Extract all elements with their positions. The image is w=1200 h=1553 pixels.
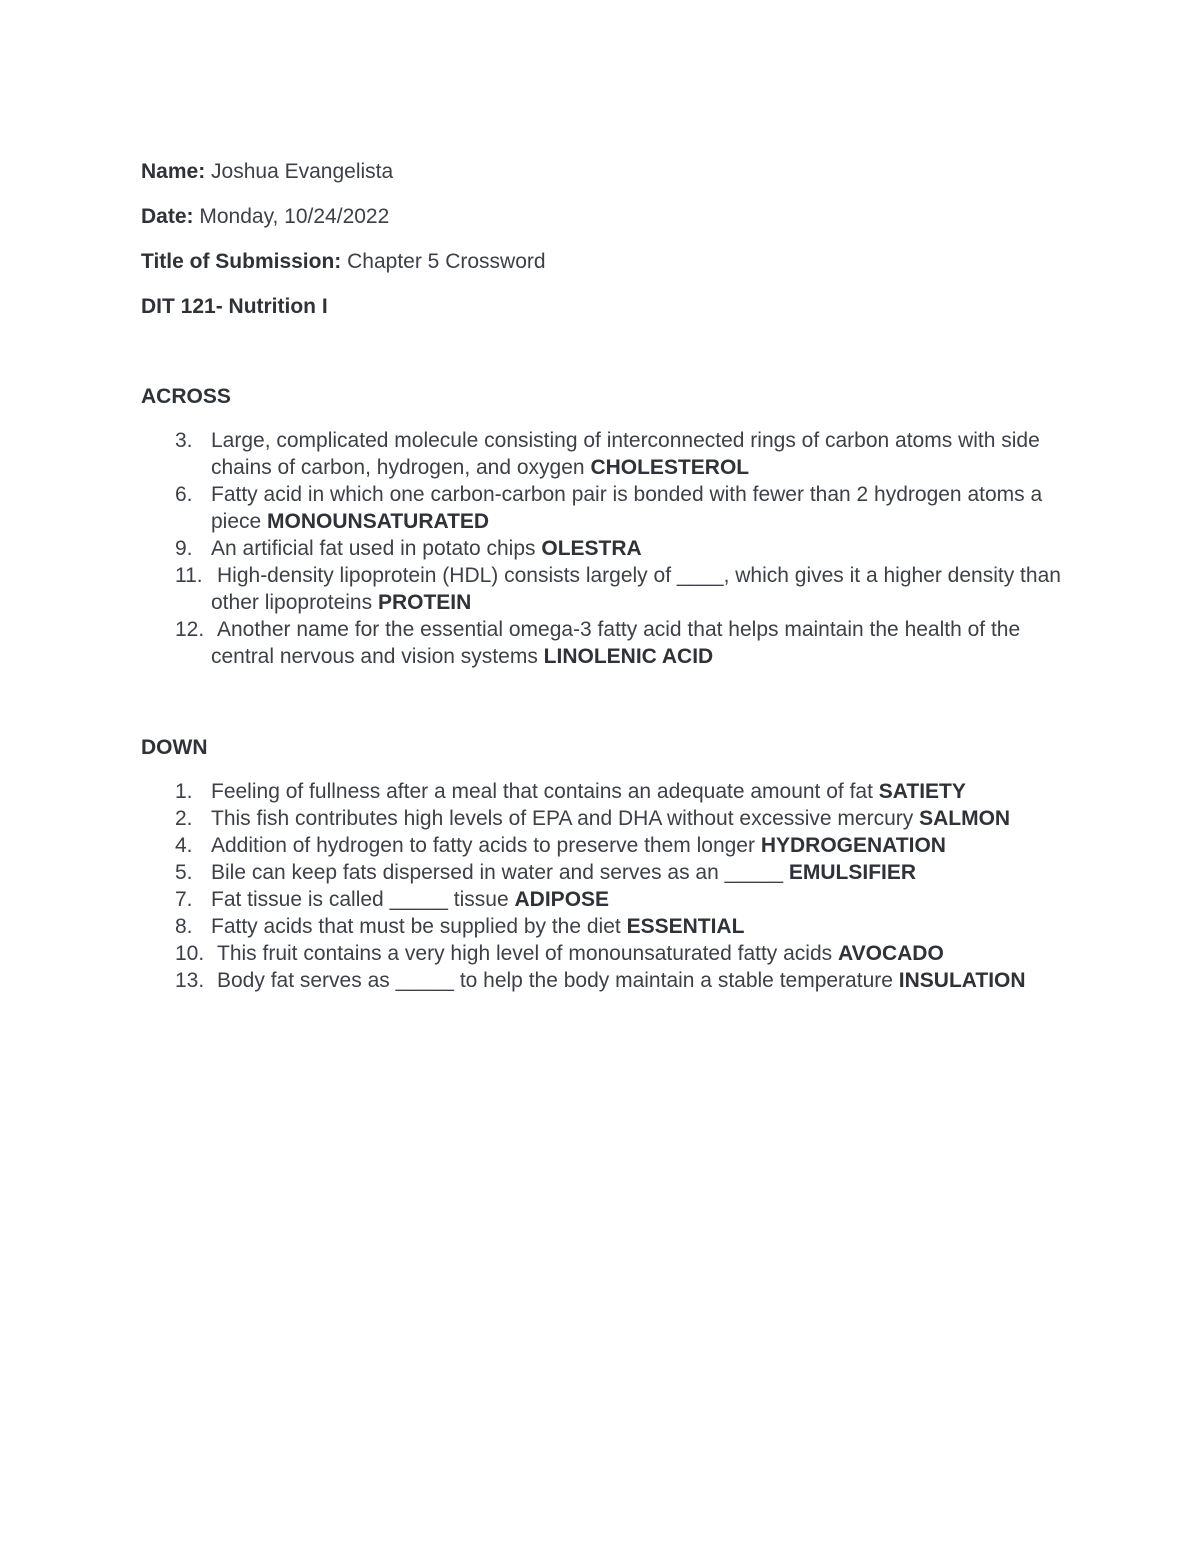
clue-number: 4. (175, 834, 193, 857)
clue-item (141, 427, 1081, 481)
clue-number: 6. (175, 483, 193, 506)
clue-answer: LINOLENIC ACID (543, 645, 714, 668)
clue-number: 10. (175, 942, 205, 965)
across-clue-list (141, 427, 1081, 670)
clue-body (211, 888, 609, 911)
title-label: Title of Submission: (141, 250, 342, 273)
clue-item (141, 481, 1081, 535)
date-value: Monday, 10/24/2022 (199, 205, 390, 228)
clue-body (211, 562, 1081, 616)
clue-item (141, 616, 1081, 670)
clue-number: 7. (175, 888, 193, 911)
clue-answer: ADIPOSE (514, 888, 610, 911)
clue-body (211, 915, 744, 938)
clue-item (141, 805, 1081, 832)
name-label: Name: (141, 160, 206, 183)
clue-answer: HYDROGENATION (760, 834, 946, 857)
clue-answer: INSULATION (898, 969, 1026, 992)
clue-item (141, 886, 1081, 913)
clue-item (141, 562, 1081, 616)
clue-body (211, 483, 1042, 533)
clue-text: Fat tissue is called _____ tissue (211, 888, 509, 911)
clue-number: 3. (175, 429, 193, 452)
clue-body (211, 616, 1081, 670)
clue-body (211, 780, 966, 803)
clue-item (141, 913, 1081, 940)
down-heading: DOWN (141, 736, 208, 759)
down-clue-list (141, 778, 1081, 994)
course-title: DIT 121- Nutrition I (141, 295, 328, 318)
title-field (141, 248, 1081, 275)
clue-body (211, 429, 1040, 479)
clue-body (211, 967, 1081, 994)
clue-number: 12. (175, 618, 205, 641)
date-label: Date: (141, 205, 194, 228)
clue-body (211, 807, 1010, 830)
name-field (141, 158, 1081, 185)
clue-answer: CHOLESTEROL (590, 456, 750, 479)
clue-body (211, 537, 642, 560)
clue-text: Addition of hydrogen to fatty acids to preserve them longer (211, 834, 755, 857)
clue-number: 11. (175, 564, 203, 587)
clue-number: 13. (175, 969, 205, 992)
clue-answer: SALMON (919, 807, 1011, 830)
document-content (141, 158, 1081, 994)
clue-text: Bile can keep fats dispersed in water and serves as an _____ (211, 861, 784, 884)
clue-answer: PROTEIN (377, 591, 472, 614)
title-value: Chapter 5 Crossword (347, 250, 546, 273)
clue-body (211, 861, 916, 884)
clue-body (211, 834, 946, 857)
clue-item (141, 967, 1081, 994)
clue-item (141, 778, 1081, 805)
across-heading: ACROSS (141, 385, 231, 408)
clue-number: 8. (175, 915, 193, 938)
clue-text: Fatty acid in which one carbon-carbon pair is bonded with fewer than 2 hydrogen atoms a piece (211, 483, 1043, 533)
clue-answer: ESSENTIAL (626, 915, 745, 938)
clue-answer: AVOCADO (838, 942, 944, 965)
clue-number: 9. (175, 537, 193, 560)
clue-item (141, 832, 1081, 859)
clue-text: Fatty acids that must be supplied by the diet (211, 915, 621, 938)
clue-text: High-density lipoprotein (HDL) consists largely of ____, which gives it a higher density than other lipoproteins (211, 564, 1061, 614)
date-field (141, 203, 1081, 230)
clue-text: An artificial fat used in potato chips (211, 537, 536, 560)
clue-text: Feeling of fullness after a meal that contains an adequate amount of fat (211, 780, 873, 803)
clue-number: 1. (175, 780, 193, 803)
clue-answer: OLESTRA (541, 537, 642, 560)
clue-body (211, 940, 1081, 967)
name-value: Joshua Evangelista (211, 160, 394, 183)
clue-text: Another name for the essential omega-3 fatty acid that helps maintain the health of the central nervous and vision systems (211, 618, 1021, 668)
clue-answer: MONOUNSATURATED (267, 510, 490, 533)
clue-item (141, 940, 1081, 967)
clue-text: Large, complicated molecule consisting of interconnected rings of carbon atoms with side chains of carbon, hydrogen, and oxygen (211, 429, 1040, 479)
clue-number: 2. (175, 807, 193, 830)
clue-item (141, 535, 1081, 562)
clue-answer: EMULSIFIER (788, 861, 917, 884)
clue-answer: SATIETY (878, 780, 966, 803)
clue-text: This fruit contains a very high level of monounsaturated fatty acids (217, 942, 833, 965)
clue-item (141, 859, 1081, 886)
clue-text: Body fat serves as _____ to help the body maintain a stable temperature (217, 969, 893, 992)
clue-text: This fish contributes high levels of EPA and DHA without excessive mercury (211, 807, 914, 830)
clue-number: 5. (175, 861, 193, 884)
